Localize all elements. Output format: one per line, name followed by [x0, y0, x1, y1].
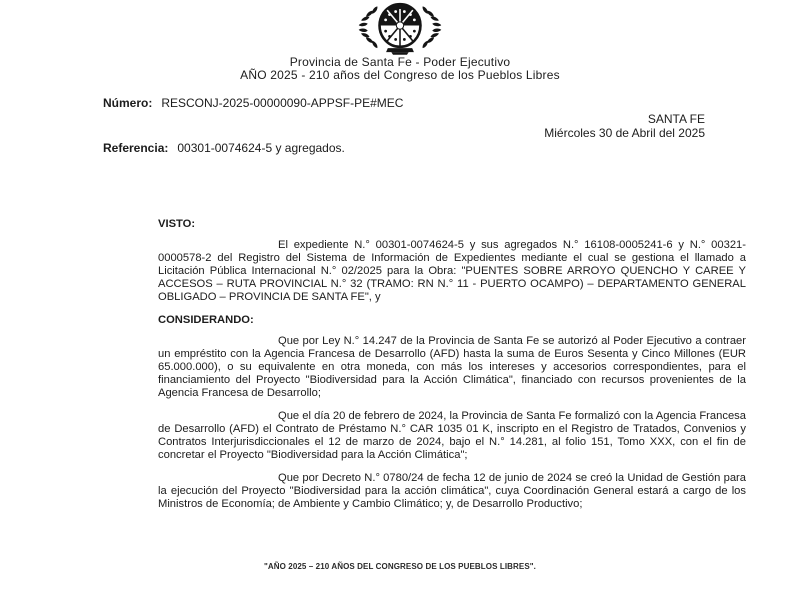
numero-label: Número: — [103, 96, 153, 110]
document-body — [158, 218, 746, 521]
considerando-paragraph-2: Que el día 20 de febrero de 2024, la Provincia de Santa Fe formalizó con la Agencia Francesa de Desarrollo (AFD) el Contrato de Préstamo N.° CAR 1035 01 K, inscripto en el Registro de Tratados, Convenios y Contratos Interjurisdiccionales el 12 de marzo de 2024, bajo el N.° 14.281, al folio 151, Tomo XXX, con el fin de concretar el Proyecto "Biodiversidad para la Acción Climática"; — [158, 410, 746, 461]
numero-value: RESCONJ-2025-00000090-APPSF-PE#MEC — [161, 96, 404, 110]
place-name: SANTA FE — [647, 112, 705, 126]
coat-of-arms-icon — [352, 2, 448, 56]
considerando-heading: CONSIDERANDO: — [158, 314, 254, 326]
visto-paragraph: El expediente N.° 00301-0074624-5 y sus agregados N.° 16108-0005241-6 y N.° 00321-0000578-2 del Registro del Sistema de Información de Expedientes mediante el cual se gestiona el llamado a Licitación Pública Internacional N.° 02/2025 para la Obra: "PUENTES SOBRE ARROYO QUENCHO Y CAREE Y ACCESOS – RUTA PROVINCIAL N.° 32 (TRAMO: RN N.° 11 - PUERTO OCAMPO) – DEPARTAMENTO GENERAL OBLIGADO – PROVINCIA DE SANTA FE", y — [158, 239, 746, 303]
footer-motto: "AÑO 2025 – 210 AÑOS DEL CONGRESO DE LOS PUEBLOS LIBRES". — [263, 562, 537, 571]
header-line-1: Provincia de Santa Fe - Poder Ejecutivo — [289, 55, 511, 69]
visto-heading: VISTO: — [158, 218, 196, 230]
referencia-row — [103, 141, 345, 155]
place-date-block — [544, 113, 705, 140]
header-line-2: AÑO 2025 - 210 años del Congreso de los Pueblos Libres — [240, 68, 560, 82]
numero-row — [103, 96, 403, 110]
considerando-paragraph-3: Que por Decreto N.° 0780/24 de fecha 12 de junio de 2024 se creó la Unidad de Gestión para la ejecución del Proyecto "Biodiversidad para la acción climática", cuya Coordinación General estará a cargo de los Ministros de Economía; de Ambiente y Cambio Climático; y, de Desarrollo Productivo; — [158, 472, 746, 510]
document-date: Miércoles 30 de Abril del 2025 — [544, 125, 705, 140]
considerando-paragraph-1: Que por Ley N.° 14.247 de la Provincia de Santa Fe se autorizó al Poder Ejecutivo a contraer un empréstito con la Agencia Francesa de Desarrollo (AFD) hasta la suma de Euros Sesenta y Cinco Millones (EUR 65.000.000), o su equivalente en otra moneda, con más los intereses y accesorios correspondientes, para el financiamiento del Proyecto "Biodiversidad para la Acción Climática", financiado con recursos provenientes de la Agencia Francesa de Desarrollo; — [158, 335, 746, 399]
santa-fe-coat-of-arms — [352, 2, 448, 56]
referencia-label: Referencia: — [103, 141, 169, 155]
referencia-value: 00301-0074624-5 y agregados. — [177, 141, 345, 155]
